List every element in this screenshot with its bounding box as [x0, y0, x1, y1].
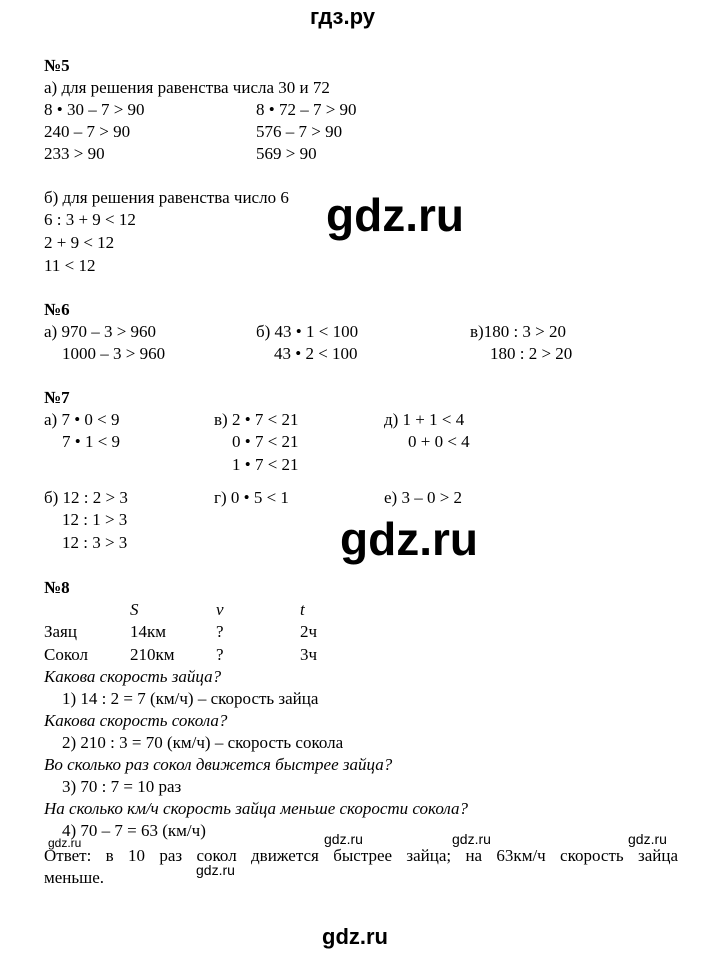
task-7v-line-1: в) 2 • 7 < 21	[214, 410, 299, 429]
task-7a-line-1: а) 7 • 0 < 9	[44, 410, 120, 429]
question-1: Какова скорость зайца?	[44, 667, 222, 686]
page-header: гдз.ру	[310, 4, 375, 29]
task-6a-line-1: а) 970 – 3 > 960	[44, 322, 157, 341]
table-row-1-t: 2ч	[300, 622, 318, 641]
question-4: На сколько км/ч скорость зайца меньше скорости сокола?	[44, 799, 469, 818]
table-row-1-s: 14км	[130, 622, 167, 641]
final-answer-line-2: меньше.	[44, 868, 105, 887]
watermark-large-2: gdz.ru	[340, 513, 478, 565]
table-row-2-v: ?	[216, 645, 224, 664]
watermark-small-4: gdz.ru	[48, 836, 82, 850]
answer-step-1: 1) 14 : 2 = 7 (км/ч) – скорость зайца	[62, 689, 319, 708]
task-6-title: №6	[44, 300, 70, 319]
final-answer-line-1: Ответ: в 10 раз сокол движется быстрее зайца; на 63км/ч скорость зайца	[44, 846, 678, 865]
watermark-small-3: gdz.ru	[628, 831, 667, 847]
task-6b-line-1: б) 43 • 1 < 100	[256, 322, 359, 341]
task-8-title: №8	[44, 578, 70, 597]
task-7a-line-2: 7 • 1 < 9	[62, 432, 121, 451]
task-7-title: №7	[44, 388, 70, 407]
watermark-large-1: gdz.ru	[326, 189, 464, 241]
watermark-small-5: gdz.ru	[196, 862, 235, 878]
bottom-watermark: gdz.ru	[322, 924, 388, 949]
answer-step-3: 3) 70 : 7 = 10 раз	[62, 777, 182, 796]
task-6c-line-2: 180 : 2 > 20	[490, 344, 573, 363]
task-5b-line-2: 2 + 9 < 12	[44, 233, 115, 252]
table-head-s: S	[130, 600, 139, 619]
task-7v-line-2: 0 • 7 < 21	[232, 432, 299, 451]
table-row-1-name: Заяц	[44, 622, 77, 641]
task-7b-line-2: 12 : 1 > 3	[62, 510, 128, 529]
question-2: Какова скорость сокола?	[44, 711, 228, 730]
task-6b-line-2: 43 • 2 < 100	[274, 344, 358, 363]
task-7v-line-3: 1 • 7 < 21	[232, 455, 299, 474]
table-row-2-t: 3ч	[300, 645, 318, 664]
task-5a-left-1: 8 • 30 – 7 > 90	[44, 100, 145, 119]
task-7e-line-1: е) 3 – 0 > 2	[384, 488, 463, 507]
task-5-title: №5	[44, 56, 70, 75]
task-6c-line-1: в)180 : 3 > 20	[470, 322, 566, 341]
task-6a-line-2: 1000 – 3 > 960	[62, 344, 166, 363]
task-5a-intro: а) для решения равенства числа 30 и 72	[44, 78, 330, 97]
answer-step-4: 4) 70 – 7 = 63 (км/ч)	[62, 821, 206, 840]
task-5a-right-3: 569 > 90	[256, 144, 317, 163]
task-7d-line-1: д) 1 + 1 < 4	[384, 410, 465, 429]
question-3: Во сколько раз сокол движется быстрее зайца?	[44, 755, 393, 774]
table-row-2-name: Сокол	[44, 645, 88, 664]
task-5b-line-1: 6 : 3 + 9 < 12	[44, 210, 136, 229]
table-head-t: t	[300, 600, 305, 619]
task-5b-intro: б) для решения равенства число 6	[44, 188, 289, 207]
table-head-v: v	[216, 600, 224, 619]
task-5a-right-2: 576 – 7 > 90	[256, 122, 343, 141]
task-7b-line-3: 12 : 3 > 3	[62, 533, 128, 552]
table-row-2-s: 210км	[130, 645, 175, 664]
task-5a-left-2: 240 – 7 > 90	[44, 122, 131, 141]
table-row-1-v: ?	[216, 622, 224, 641]
answer-step-2: 2) 210 : 3 = 70 (км/ч) – скорость сокола	[62, 733, 344, 752]
watermark-small-1: gdz.ru	[324, 831, 363, 847]
task-5b-line-3: 11 < 12	[44, 256, 96, 275]
watermark-small-2: gdz.ru	[452, 831, 491, 847]
task-5a-left-3: 233 > 90	[44, 144, 105, 163]
task-5a-right-1: 8 • 72 – 7 > 90	[256, 100, 357, 119]
task-7b-line-1: б) 12 : 2 > 3	[44, 488, 128, 507]
task-7d-line-2: 0 + 0 < 4	[408, 432, 470, 451]
task-7g-line-1: г) 0 • 5 < 1	[214, 488, 289, 507]
